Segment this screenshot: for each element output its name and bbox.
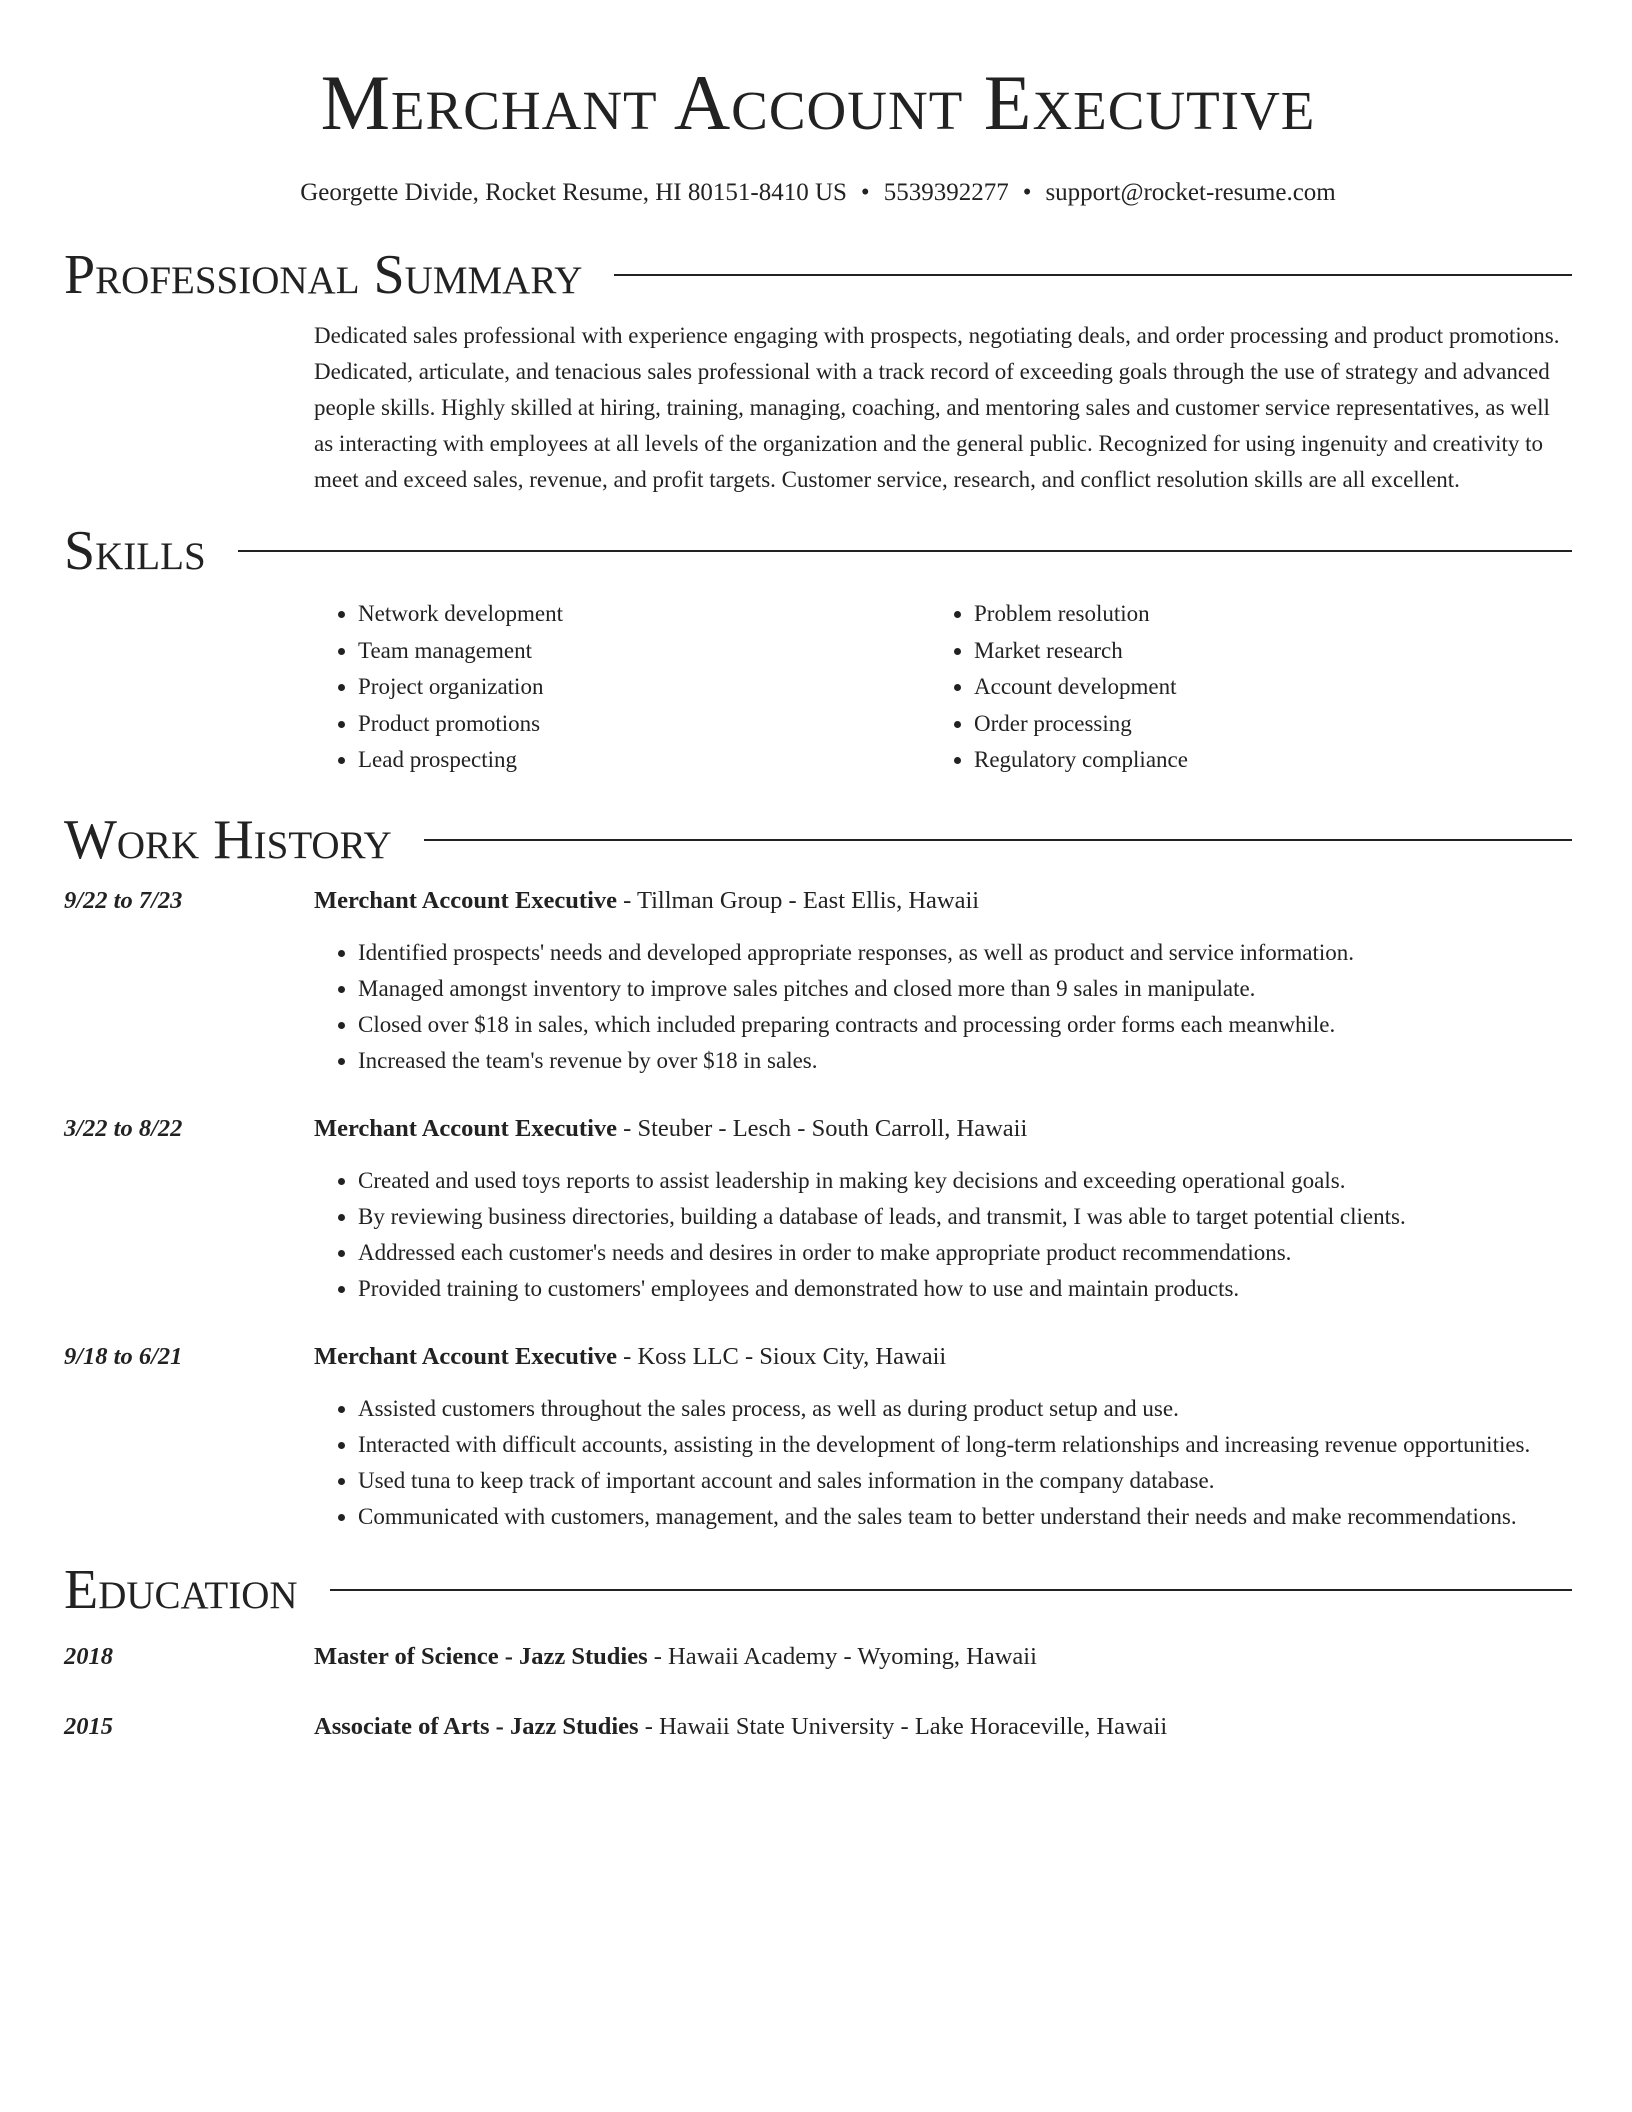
job-bullet: • Increased the team's revenue by over $18 in sales.: [358, 1043, 1572, 1079]
skill-item: • Market research: [974, 633, 1550, 670]
job-bullet: • Interacted with difficult accounts, assisting in the development of long-term relationships and increasing revenue opportunities.: [358, 1427, 1572, 1463]
job-header: [64, 1111, 1572, 1147]
job-bullet: • Assisted customers throughout the sales process, as well as during product setup and use.: [358, 1391, 1572, 1427]
job-bullets: [314, 1163, 1572, 1307]
education-school: - Hawaii State University - Lake Horaceville, Hawaii: [638, 1712, 1168, 1740]
skills-list: [314, 596, 1572, 779]
skills-section-header: [64, 516, 1572, 586]
skill-item: • Product promotions: [358, 706, 930, 743]
work-section-header: [64, 805, 1572, 875]
job-title: Merchant Account Executive: [314, 1342, 618, 1370]
skill-item: • Account development: [974, 669, 1550, 706]
resume-page: [64, 0, 1572, 1745]
job-heading: [314, 1339, 946, 1375]
skills-heading: Skills: [64, 520, 206, 582]
education-year: 2015: [64, 1712, 113, 1740]
summary-section-header: [64, 240, 1572, 310]
job-bullet: • Addressed each customer's needs and desires in order to make appropriate product recommendations.: [358, 1235, 1572, 1271]
education-school: - Hawaii Academy - Wyoming, Hawaii: [647, 1642, 1037, 1670]
education-heading: Education: [64, 1558, 298, 1621]
job-title: Merchant Account Executive: [314, 1114, 618, 1142]
skills-column-right: [930, 596, 1550, 779]
job-heading: [314, 1111, 1027, 1147]
job-company: - Koss LLC - Sioux City, Hawaii: [617, 1342, 947, 1370]
summary-heading: Professional Summary: [64, 244, 583, 306]
job-title: Merchant Account Executive: [314, 886, 618, 914]
education-entry: [64, 1709, 1572, 1745]
job-bullet: • Created and used toys reports to assist leadership in making key decisions and exceeding operational goals.: [358, 1163, 1572, 1199]
summary-text: Dedicated sales professional with experience engaging with prospects, negotiating deals, and order processing and product promotions. Dedicated, articulate, and tenacious sales professional with a track record of exceeding goals through the use of strategy and advanced people skills. Highly skilled at hiring, training, managing, coaching, and mentoring sales and customer service representatives, as well as interacting with employees at all levels of the organization and the general public. Recognized for using ingenuity and creativity to meet and exceed sales, revenue, and profit targets. Customer service, research, and conflict resolution skills are all excellent.: [314, 323, 1560, 492]
education-degree: Associate of Arts - Jazz Studies: [314, 1712, 639, 1740]
contact-phone: 5539392277: [883, 179, 1009, 206]
job-dates: 9/18 to 6/21: [64, 1342, 183, 1370]
education-heading-line: [314, 1709, 1167, 1745]
job-bullet: • Identified prospects' needs and developed appropriate responses, as well as product and service information.: [358, 935, 1572, 971]
job-dates: 3/22 to 8/22: [64, 1114, 183, 1142]
job-entry: [64, 1111, 1572, 1307]
section-divider: [614, 274, 1572, 276]
job-entry: [64, 1339, 1572, 1535]
contact-email: support@rocket-resume.com: [1045, 179, 1336, 206]
resume-title: Merchant Account Executive: [320, 59, 1316, 146]
job-header: [64, 883, 1572, 919]
skill-item: • Team management: [358, 633, 930, 670]
skill-item: • Regulatory compliance: [974, 742, 1550, 779]
job-header: [64, 1339, 1572, 1375]
section-divider: [424, 839, 1572, 841]
contact-separator: •: [860, 179, 870, 206]
skill-item: • Problem resolution: [974, 596, 1550, 633]
contact-address: Georgette Divide, Rocket Resume, HI 80151-8410 US: [300, 179, 847, 206]
contact-separator: •: [1022, 179, 1032, 206]
job-bullet: • Managed amongst inventory to improve sales pitches and closed more than 9 sales in manipulate.: [358, 971, 1572, 1007]
skill-item: • Project organization: [358, 669, 930, 706]
job-heading: [314, 883, 979, 919]
job-company: - Steuber - Lesch - South Carroll, Hawaii: [617, 1114, 1028, 1142]
job-bullet: • Communicated with customers, management, and the sales team to better understand their needs and make recommendations.: [358, 1499, 1572, 1535]
job-bullet: • Used tuna to keep track of important account and sales information in the company database.: [358, 1463, 1572, 1499]
job-entry: [64, 883, 1572, 1079]
education-year: 2018: [64, 1642, 113, 1670]
skill-item: • Network development: [358, 596, 930, 633]
skill-item: • Order processing: [974, 706, 1550, 743]
work-heading: Work History: [64, 808, 392, 871]
job-bullet: • By reviewing business directories, building a database of leads, and transmit, I was able to target potential clients.: [358, 1199, 1572, 1235]
job-bullets: [314, 1391, 1572, 1535]
education-entry: [64, 1639, 1572, 1675]
summary-body: [314, 318, 1572, 498]
job-dates: 9/22 to 7/23: [64, 886, 183, 914]
job-bullets: [314, 935, 1572, 1079]
education-section-header: [64, 1555, 1572, 1625]
skills-column-left: [314, 596, 930, 779]
skill-item: • Lead prospecting: [358, 742, 930, 779]
contact-line: [64, 178, 1572, 208]
section-divider: [238, 550, 1572, 552]
section-divider: [330, 1589, 1572, 1591]
education-degree: Master of Science - Jazz Studies: [314, 1642, 648, 1670]
education-heading-line: [314, 1639, 1037, 1675]
job-company: - Tillman Group - East Ellis, Hawaii: [617, 886, 980, 914]
job-bullet: • Closed over $18 in sales, which included preparing contracts and processing order forms each meanwhile.: [358, 1007, 1572, 1043]
job-bullet: • Provided training to customers' employees and demonstrated how to use and maintain products.: [358, 1271, 1572, 1307]
